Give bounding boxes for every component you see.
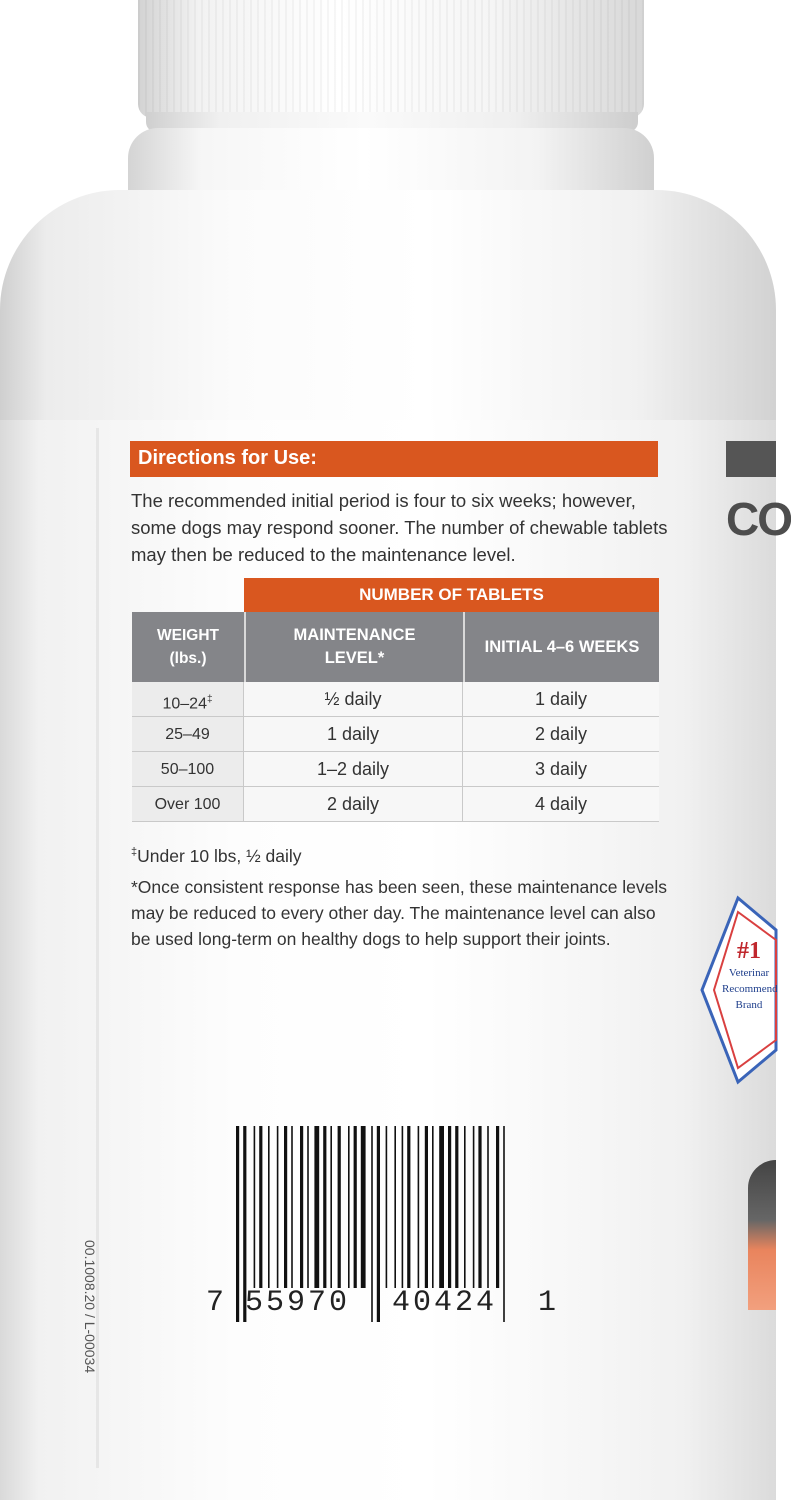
barcode-bar bbox=[254, 1126, 256, 1288]
maintenance-cell: 1–2 daily bbox=[244, 752, 463, 787]
seal-line: Brand bbox=[735, 999, 763, 1011]
barcode-bar bbox=[478, 1126, 481, 1288]
barcode-bar bbox=[307, 1126, 309, 1288]
directions-header bbox=[130, 441, 658, 477]
weight-cell: Over 100 bbox=[132, 787, 244, 822]
barcode-bar bbox=[361, 1126, 366, 1288]
directions-line: some dogs may respond sooner. The number of chewable tablets bbox=[131, 517, 668, 538]
initial-cell: 3 daily bbox=[463, 752, 659, 787]
barcode-left-digits: 55970 bbox=[245, 1286, 351, 1320]
barcode-bar bbox=[432, 1126, 434, 1288]
barcode-bar bbox=[503, 1126, 505, 1322]
maintenance-cell: ½ daily bbox=[244, 682, 463, 717]
maintenance-cell: 2 daily bbox=[244, 787, 463, 822]
barcode-bar bbox=[439, 1126, 444, 1288]
barcode-bar bbox=[300, 1126, 303, 1288]
number-of-tablets-header: NUMBER OF TABLETS bbox=[244, 578, 659, 612]
barcode-bar bbox=[323, 1126, 326, 1288]
barcode-bar bbox=[291, 1126, 293, 1288]
barcode-bar bbox=[236, 1126, 239, 1322]
footnote-maintenance bbox=[131, 874, 691, 952]
bottle-cap bbox=[138, 0, 644, 118]
weight-cell: 10–24‡ bbox=[132, 682, 244, 717]
weight-cell: 25–49 bbox=[132, 717, 244, 752]
barcode-bar bbox=[487, 1126, 489, 1288]
initial-cell: 4 daily bbox=[463, 787, 659, 822]
bottle-shoulder bbox=[0, 190, 776, 450]
initial-cell: 2 daily bbox=[463, 717, 659, 752]
barcode-last-digit: 1 bbox=[538, 1286, 557, 1320]
barcode-bar bbox=[473, 1126, 475, 1288]
directions-title: Directions for Use: bbox=[138, 447, 317, 469]
seal-number: #1 bbox=[737, 938, 761, 964]
maintenance-header-line: MAINTENANCE bbox=[293, 626, 416, 644]
barcode-bar bbox=[330, 1126, 332, 1288]
barcode-bar bbox=[284, 1126, 287, 1288]
seal-line: Recommend bbox=[722, 983, 778, 995]
barcode-bar bbox=[418, 1126, 420, 1288]
side-orange-graphic bbox=[748, 1160, 776, 1310]
barcode-bar bbox=[386, 1126, 388, 1288]
table-row bbox=[132, 787, 659, 822]
footnote-line: be used long-term on healthy dogs to help support their joints. bbox=[131, 929, 611, 949]
barcode-bar bbox=[402, 1126, 404, 1288]
initial-column-header: INITIAL 4–6 WEEKS bbox=[463, 612, 659, 682]
barcode-right-digits: 40424 bbox=[392, 1286, 498, 1320]
footnote-under-10-lbs: ‡Under 10 lbs, ½ daily bbox=[131, 846, 302, 866]
directions-line: may then be reduced to the maintenance level. bbox=[131, 544, 516, 565]
barcode-bar bbox=[464, 1126, 466, 1288]
directions-text bbox=[131, 487, 691, 568]
seal-text bbox=[722, 938, 776, 1013]
maintenance-cell: 1 daily bbox=[244, 717, 463, 752]
barcode-bar bbox=[407, 1126, 410, 1288]
barcode-bar bbox=[448, 1126, 451, 1288]
barcode-bar bbox=[268, 1126, 270, 1288]
barcode-bar bbox=[371, 1126, 373, 1322]
table-row bbox=[132, 717, 659, 752]
maintenance-column-header bbox=[244, 612, 463, 682]
double-dagger-mark: ‡ bbox=[206, 694, 213, 705]
barcode-first-digit: 7 bbox=[206, 1286, 225, 1320]
table-row bbox=[132, 752, 659, 787]
barcode-bar bbox=[277, 1126, 279, 1288]
footnote-line: may be reduced to every other day. The maintenance level can also bbox=[131, 903, 656, 923]
double-dagger-mark: ‡ bbox=[131, 846, 138, 859]
barcode-bar bbox=[425, 1126, 428, 1288]
side-label-bar bbox=[726, 441, 776, 477]
barcode-bar bbox=[314, 1126, 319, 1288]
directions-line: The recommended initial period is four to six weeks; however, bbox=[131, 490, 636, 511]
initial-cell: 1 daily bbox=[463, 682, 659, 717]
maintenance-header-line: LEVEL* bbox=[324, 649, 385, 667]
brand-name-fragment: CO bbox=[726, 493, 791, 545]
barcode-bar bbox=[338, 1126, 341, 1288]
seal-line: Veterinar bbox=[728, 967, 770, 979]
barcode-bar bbox=[259, 1126, 262, 1288]
barcode-bar bbox=[348, 1126, 350, 1288]
lot-code: 00.1008.20 / L-00034 bbox=[82, 1240, 98, 1374]
barcode-bar bbox=[496, 1126, 499, 1288]
weight-header-unit: (lbs.) bbox=[169, 650, 207, 667]
table-row bbox=[132, 682, 659, 717]
weight-header-line: WEIGHT bbox=[157, 627, 219, 644]
weight-cell: 50–100 bbox=[132, 752, 244, 787]
footnote-line: *Once consistent response has been seen, these maintenance levels bbox=[131, 877, 668, 897]
barcode-bar bbox=[455, 1126, 458, 1288]
barcode-bar bbox=[377, 1126, 380, 1322]
barcode-bar bbox=[354, 1126, 357, 1288]
weight-column-header bbox=[132, 612, 244, 682]
barcode-bar bbox=[394, 1126, 396, 1288]
